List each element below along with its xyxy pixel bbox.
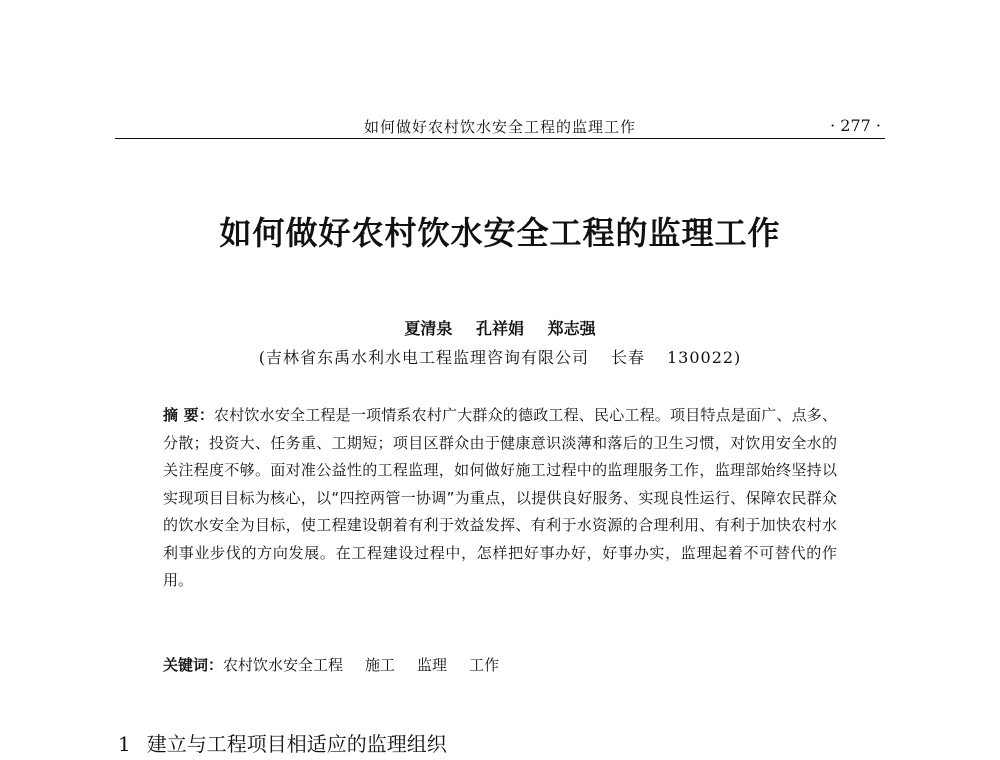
section-heading [118, 728, 447, 757]
abstract [163, 402, 837, 595]
keywords [163, 654, 837, 675]
keyword: 农村饮水安全工程 [223, 656, 344, 674]
affiliation-postcode: 130022) [666, 348, 742, 367]
running-title: 如何做好农村饮水安全工程的监理工作 [363, 118, 636, 136]
affiliation-city: 长春 [610, 348, 645, 367]
keyword: 监理 [417, 656, 448, 674]
abstract-text: 农村饮水安全工程是一项情系农村广大群众的德政工程、民心工程。项目特点是面广、点多、分散；投资大、任务重、工期短；项目区群众由于健康意识淡薄和落后的卫生习惯，对饮用安全水的关注程度不够。面对准公益性的工程监理，如何做好施工过程中的监理服务工作，监理部始终坚持以实现项目目标为核心，以“四控两管一协调”为重点，以提供良好服务、实现良性运行、保障农民群众的饮水安全为目标，使工程建设朝着有利于效益发挥、有利于水资源的合理利用、有利于加快农村水利事业步伐的方向发展。在工程建设过程中，怎样把好事办好，好事办实，监理起着不可替代的作用。 [163, 406, 837, 589]
running-header [115, 114, 885, 138]
abstract-label: 摘 要： [163, 406, 215, 424]
header-rule [115, 138, 885, 139]
section-number: 1 [118, 732, 131, 756]
section-title: 建立与工程项目相适应的监理组织 [146, 732, 447, 756]
author-name: 郑志强 [547, 319, 596, 338]
affiliation-org: (吉林省东禹水利水电工程监理咨询有限公司 [258, 348, 589, 367]
author-name: 孔祥娟 [475, 319, 524, 338]
keyword: 施工 [365, 656, 396, 674]
paper-title: 如何做好农村饮水安全工程的监理工作 [219, 214, 781, 252]
page-number: · 277 · [830, 116, 881, 135]
author-list [0, 316, 1000, 339]
keyword: 工作 [469, 656, 500, 674]
author-name: 夏清泉 [404, 319, 453, 338]
keywords-label: 关键词： [163, 656, 224, 674]
affiliation [0, 345, 1000, 368]
